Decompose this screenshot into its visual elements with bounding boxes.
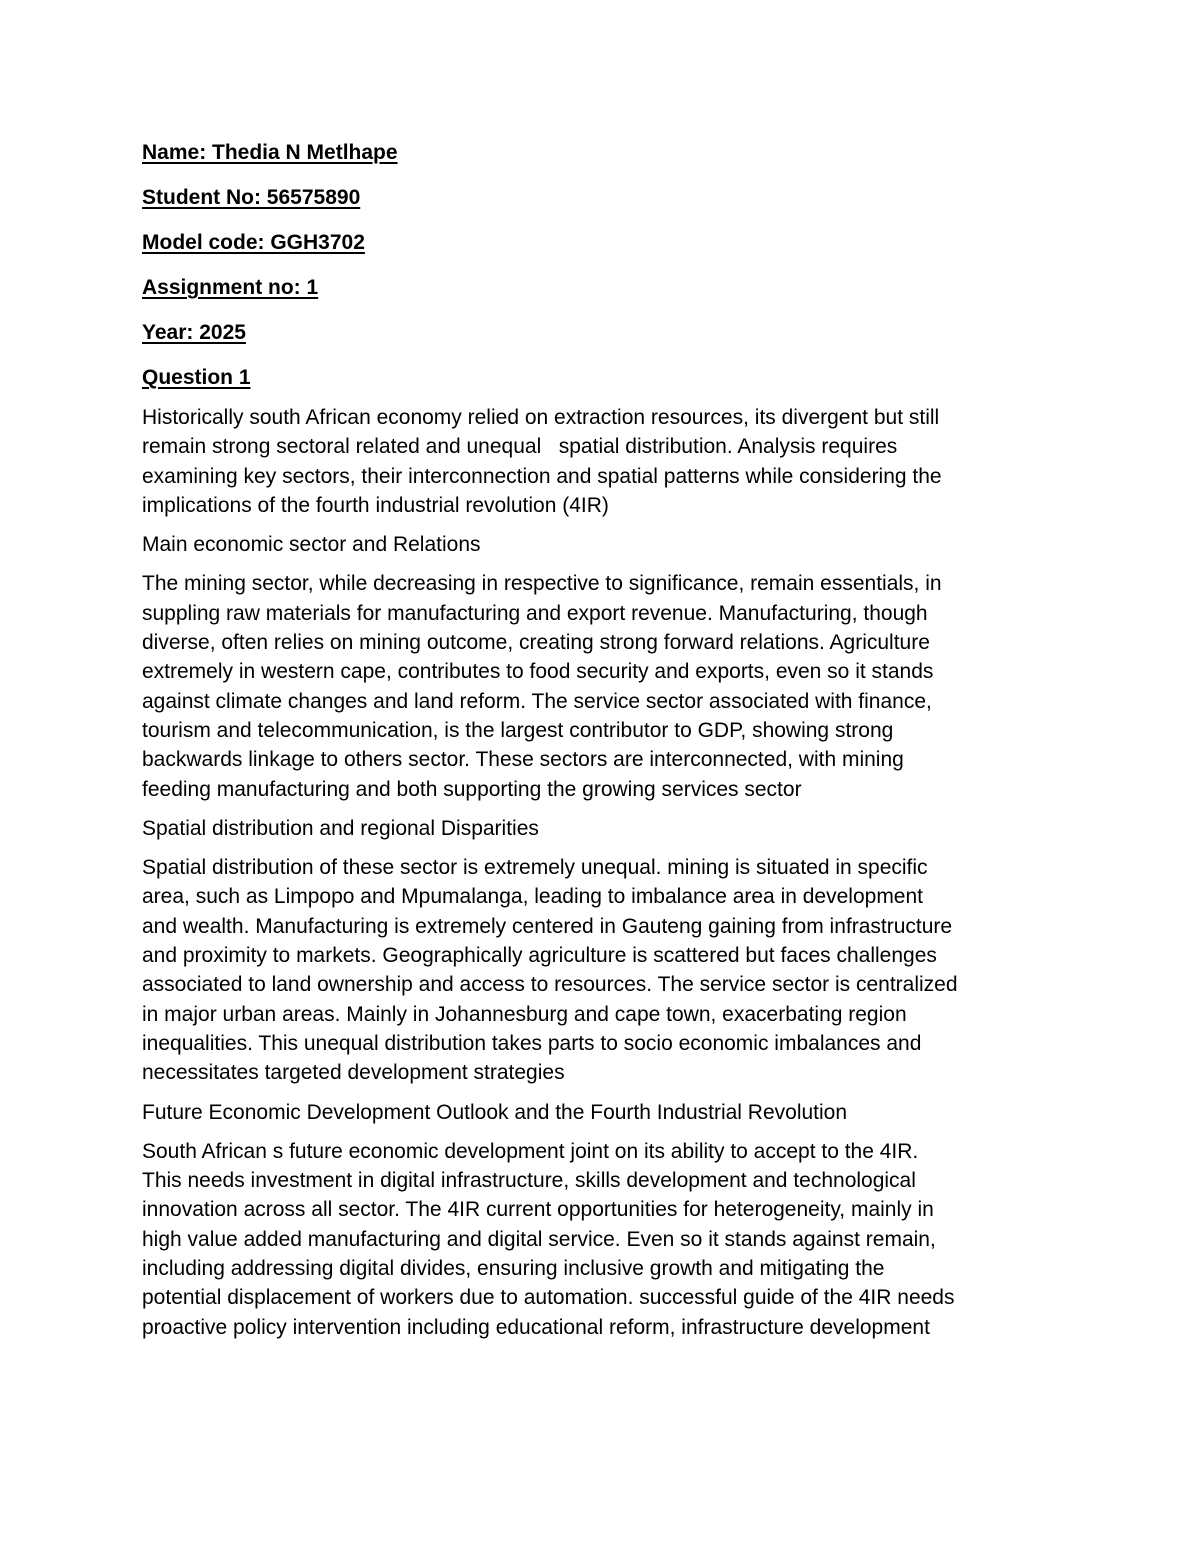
text-line: including addressing digital divides, ensuring inclusive growth and mitigating the (142, 1257, 885, 1281)
text-line: implications of the fourth industrial revolution (4IR) (142, 493, 609, 517)
section-heading-future-outlook: Future Economic Development Outlook and the Fourth Industrial Revolution (142, 1100, 848, 1124)
text-line: Historically south African economy relied on extraction resources, its divergent but still (142, 406, 940, 429)
intro-paragraph (142, 403, 1062, 520)
text-line: This needs investment in digital infrastructure, skills development and technological (142, 1169, 916, 1193)
year: Year: 2025 (142, 321, 246, 344)
document-body (142, 138, 1062, 1352)
text-line: area, such as Limpopo and Mpumalanga, leading to imbalance area in development (142, 885, 923, 909)
text-line: South African s future economic development joint on its ability to accept to the 4IR. (142, 1139, 919, 1163)
text-line: examining key sectors, their interconnection and spatial patterns while considering the (142, 464, 942, 488)
text-line: extremely in western cape, contributes to food security and exports, even so it stands (142, 660, 934, 684)
text-line: diverse, often relies on mining outcome, creating strong forward relations. Agriculture (142, 631, 930, 655)
text-line: and proximity to markets. Geographically agriculture is scattered but faces challenges (142, 944, 937, 968)
text-line: Spatial distribution of these sector is extremely unequal. mining is situated in specific (142, 856, 928, 880)
spatial-distribution-paragraph (142, 853, 1062, 1087)
section-heading-spatial-distribution: Spatial distribution and regional Disparities (142, 816, 539, 840)
text-line: The mining sector, while decreasing in respective to significance, remain essentials, in (142, 572, 942, 596)
text-line: feeding manufacturing and both supporting the growing services sector (142, 777, 802, 801)
text-line: backwards linkage to others sector. These sectors are interconnected, with mining (142, 748, 904, 772)
text-line: proactive policy intervention including educational reform, infrastructure development (142, 1315, 930, 1339)
text-line: in major urban areas. Mainly in Johannesburg and cape town, exacerbating region (142, 1002, 907, 1026)
module-code: Model code: GGH3702 (142, 231, 365, 254)
text-line: remain strong sectoral related and unequal spatial distribution. Analysis requires (142, 435, 898, 459)
text-line: inequalities. This unequal distribution takes parts to socio economic imbalances and (142, 1031, 922, 1055)
assignment-number: Assignment no: 1 (142, 276, 319, 299)
text-line: tourism and telecommunication, is the largest contributor to GDP, showing strong (142, 718, 894, 742)
text-line: against climate changes and land reform. The service sector associated with finance, (142, 689, 932, 713)
student-number: Student No: 56575890 (142, 186, 361, 209)
section-heading-economic-sectors: Main economic sector and Relations (142, 533, 481, 557)
text-line: potential displacement of workers due to automation. successful guide of the 4IR needs (142, 1286, 955, 1310)
text-line: necessitates targeted development strategies (142, 1061, 565, 1085)
economic-sectors-paragraph (142, 569, 1062, 803)
student-name: Name: Thedia N Metlhape (142, 141, 398, 164)
question-title: Question 1 (142, 366, 251, 389)
future-outlook-paragraph (142, 1137, 1062, 1342)
text-line: high value added manufacturing and digital service. Even so it stands against remain, (142, 1227, 936, 1251)
text-line: and wealth. Manufacturing is extremely centered in Gauteng gaining from infrastructure (142, 914, 953, 938)
text-line: suppling raw materials for manufacturing and export revenue. Manufacturing, though (142, 601, 928, 625)
text-line: innovation across all sector. The 4IR current opportunities for heterogeneity, mainly in (142, 1198, 934, 1222)
text-line: associated to land ownership and access to resources. The service sector is centralized (142, 973, 958, 997)
